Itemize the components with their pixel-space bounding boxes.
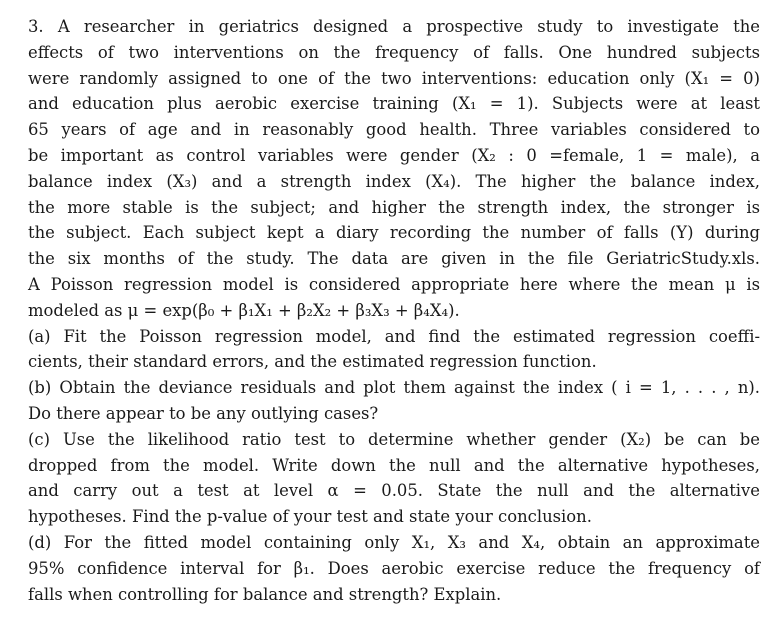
- problem-line-5: 65 years of age and in reasonably good health. Three variables considered to: [28, 120, 760, 140]
- problem-line-2: effects of two interventions on the frequency of falls. One hundred subjects: [28, 42, 760, 62]
- problem-line-20: hypotheses. Find the p-value of your test and state your conclusion.: [28, 507, 592, 527]
- problem-line-12: modeled as μ = exp(β₀ + β₁X₁ + β₂X₂ + β₃X₃ + β₄X₄).: [28, 300, 460, 320]
- problem-line-21: (d) For the fitted model containing only X₁, X₃ and X₄, obtain an approximate: [28, 532, 760, 552]
- problem-line-11: A Poisson regression model is considered appropriate here where the mean μ is: [28, 274, 760, 294]
- problem-line-15: (b) Obtain the deviance residuals and plot them against the index ( i = 1, . . . , n).: [28, 378, 760, 398]
- problem-line-23: falls when controlling for balance and strength? Explain.: [28, 584, 502, 604]
- problem-line-3: were randomly assigned to one of the two interventions: education only (X₁ = 0): [28, 68, 760, 88]
- problem-line-17: (c) Use the likelihood ratio test to determine whether gender (X₂) be can be: [28, 429, 760, 449]
- problem-line-1: 3. A researcher in geriatrics designed a prospective study to investigate the: [28, 17, 760, 36]
- problem-line-22: 95% confidence interval for β₁. Does aerobic exercise reduce the frequency of: [28, 558, 760, 578]
- problem-line-14: cients, their standard errors, and the estimated regression function.: [28, 352, 597, 372]
- problem-line-16: Do there appear to be any outlying cases?: [28, 403, 379, 423]
- problem-text: [28, 14, 760, 607]
- problem-line-10: the six months of the study. The data are given in the file GeriatricStudy.xls.: [28, 249, 760, 269]
- problem-line-7: balance index (X₃) and a strength index (X₄). The higher the balance index,: [28, 171, 760, 191]
- problem-line-13: (a) Fit the Poisson regression model, and find the estimated regression coeffi-: [28, 326, 760, 346]
- problem-line-8: the more stable is the subject; and higher the strength index, the stronger is: [28, 197, 760, 217]
- problem-line-19: and carry out a test at level α = 0.05. State the null and the alternative: [28, 481, 760, 501]
- problem-line-4: and education plus aerobic exercise training (X₁ = 1). Subjects were at least: [28, 94, 760, 114]
- problem-line-18: dropped from the model. Write down the null and the alternative hypotheses,: [28, 455, 760, 475]
- problem-line-6: be important as control variables were gender (X₂ : 0 =female, 1 = male), a: [28, 145, 760, 165]
- problem-line-9: the subject. Each subject kept a diary recording the number of falls (Y) during: [28, 223, 760, 243]
